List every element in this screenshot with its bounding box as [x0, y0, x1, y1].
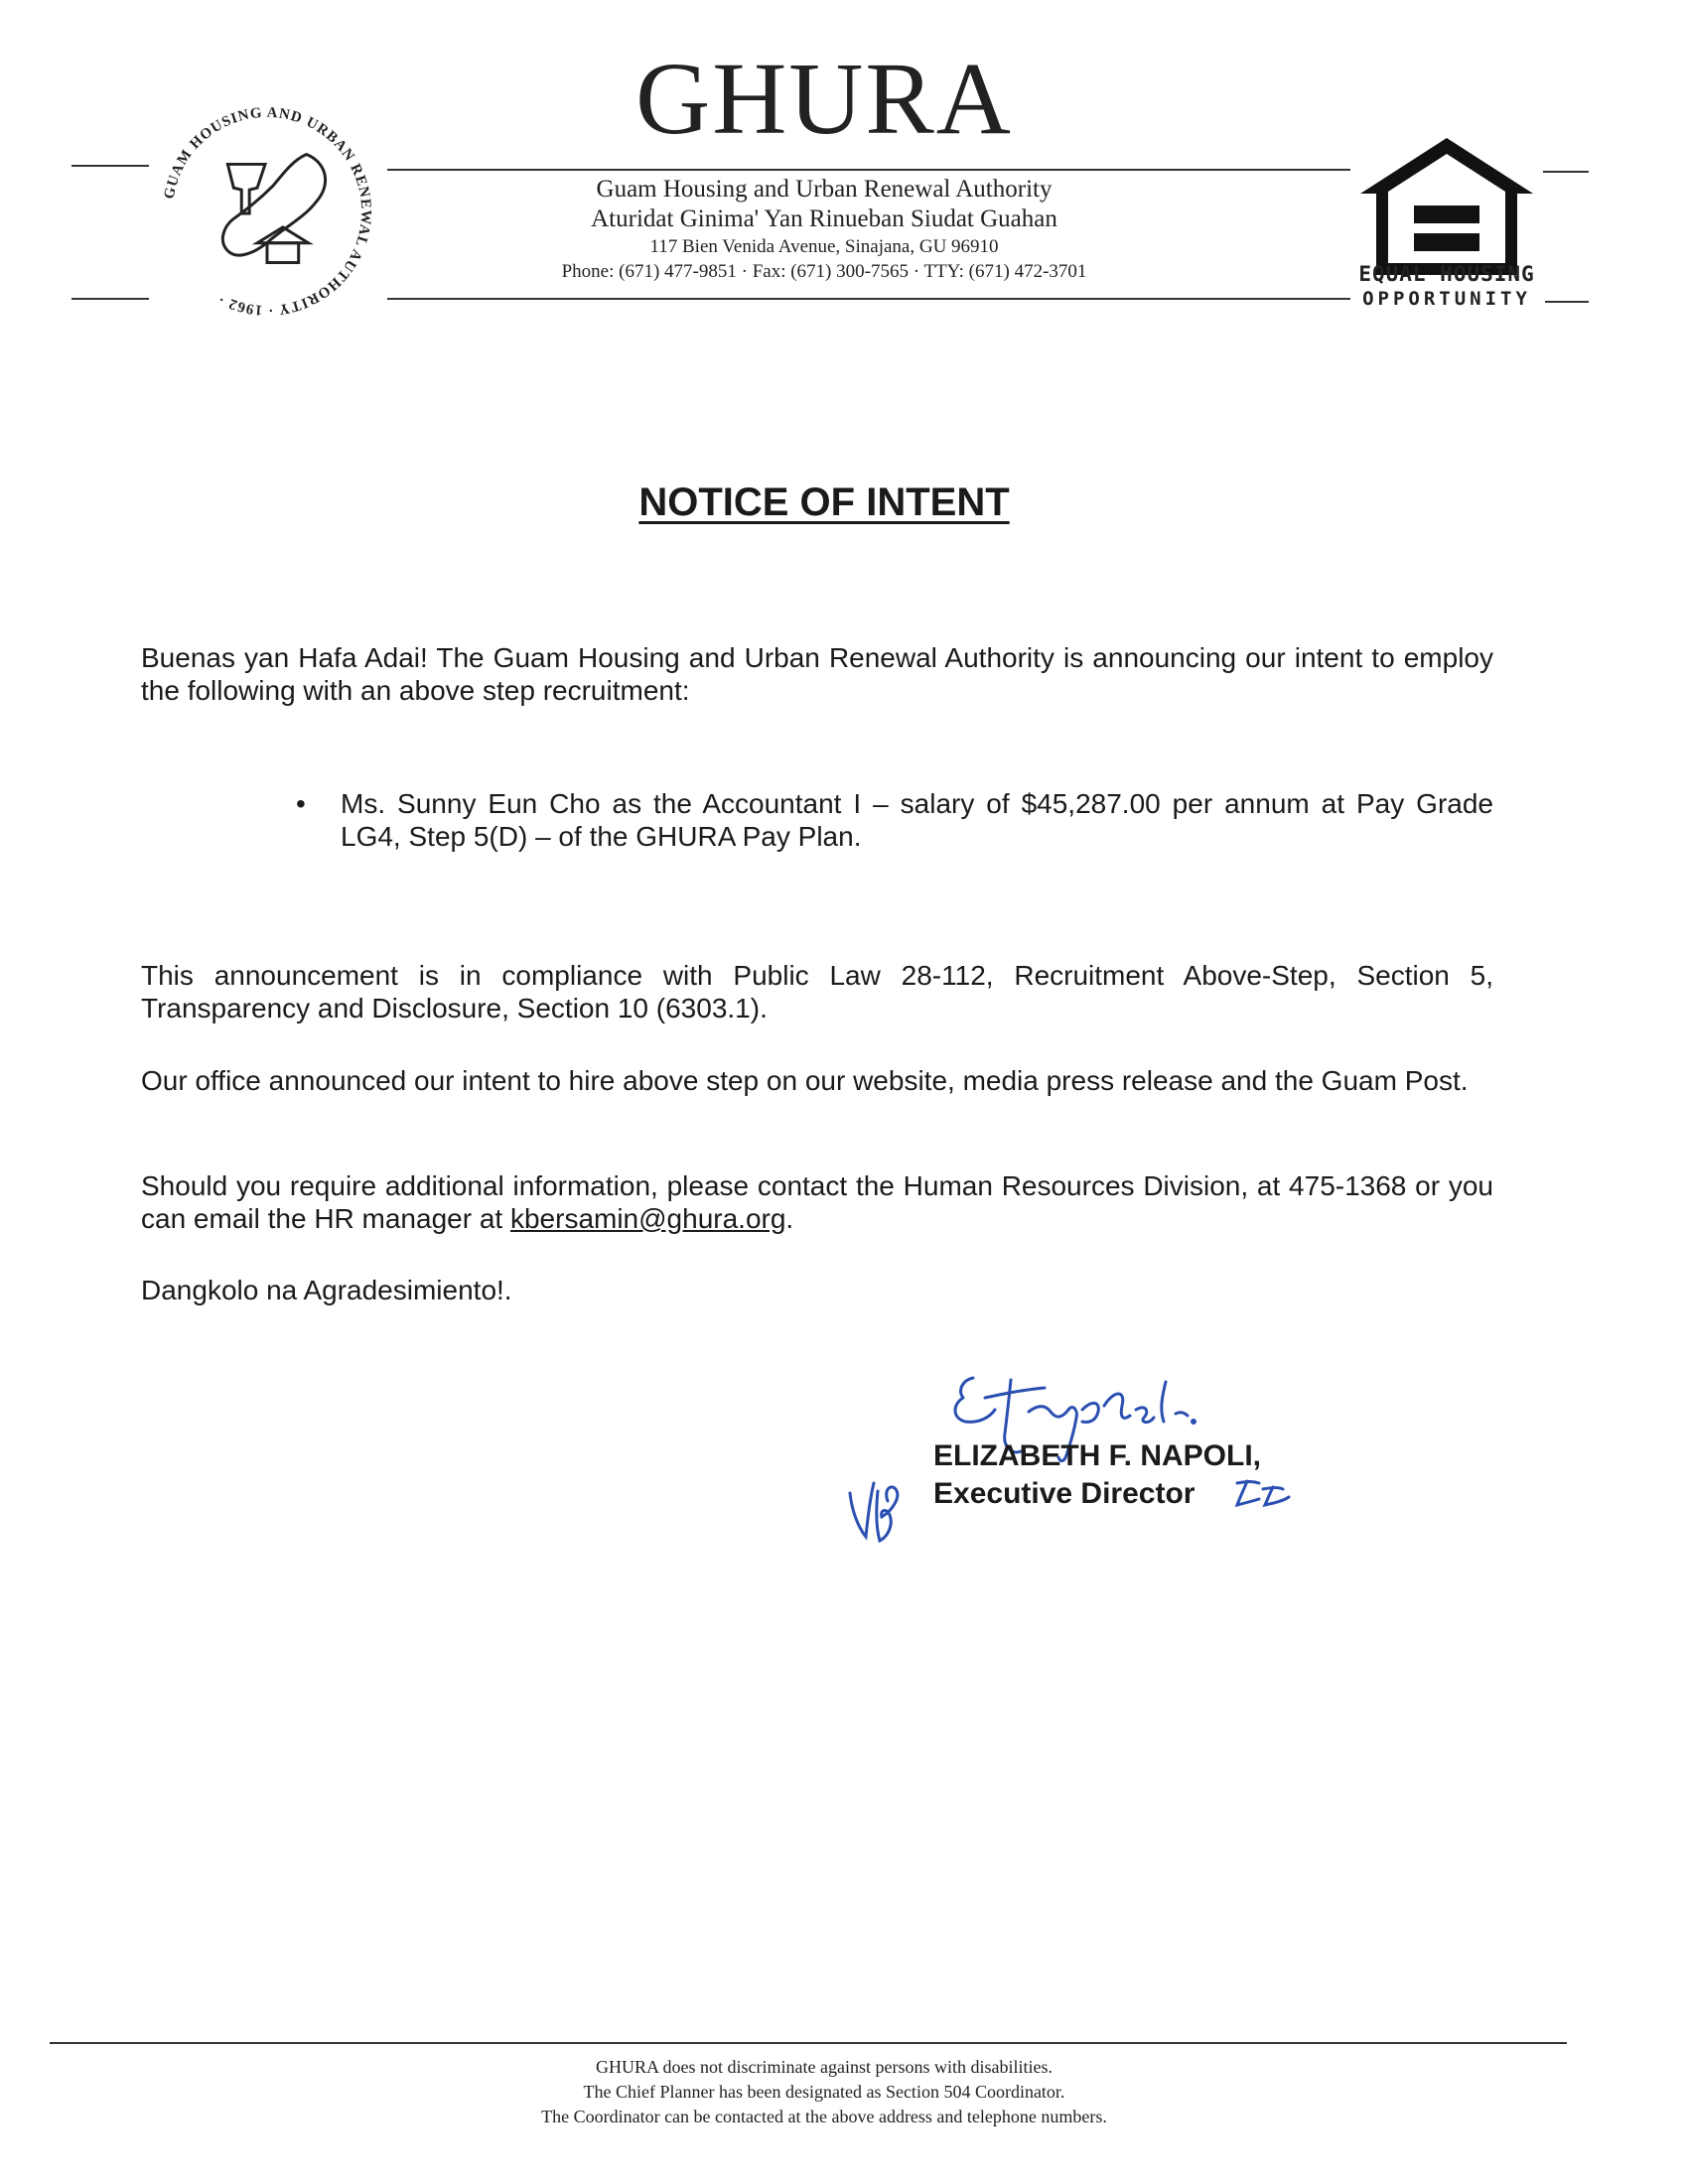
initials-mark-right: [1229, 1475, 1299, 1511]
footer-line-1: GHURA does not discriminate against persons with disabilities.: [596, 2057, 1053, 2077]
equal-housing-text: [1333, 260, 1561, 310]
signatory: [933, 1437, 1261, 1513]
letterhead-rule-bottom: [387, 298, 1350, 300]
footer: [0, 2055, 1648, 2129]
footer-line-2: The Chief Planner has been designated as Section 504 Coordinator.: [583, 2082, 1065, 2102]
brand-wordmark: GHURA: [635, 42, 1013, 156]
footer-line-3: The Coordinator can be contacted at the above address and telephone numbers.: [541, 2107, 1107, 2126]
hr-email-link[interactable]: kbersamin@ghura.org: [509, 1203, 786, 1234]
contact-text-end: .: [785, 1203, 794, 1234]
letterhead-rule-left-top: [71, 165, 149, 167]
letterhead-rule-top: [387, 169, 1350, 171]
footer-divider: [50, 2042, 1567, 2044]
list-item: [296, 787, 1493, 853]
org-address: 117 Bien Venida Avenue, Sinajana, GU 96910: [649, 236, 999, 257]
equal-housing-line1: EQUAL HOUSING: [1358, 262, 1535, 286]
signatory-name: ELIZABETH F. NAPOLI,: [933, 1439, 1261, 1472]
compliance-paragraph: This announcement is in compliance with Public Law 28-112, Recruitment Above-Step, Section 5, Transparency and Disclosure, Section 10 (6303.1).: [141, 960, 1493, 1024]
equal-housing-line2: OPPORTUNITY: [1362, 288, 1531, 310]
bullet-icon: •: [296, 788, 306, 819]
initials-mark: [844, 1471, 914, 1551]
org-name-local: Aturidat Ginima' Yan Rinueban Siudat Guahan: [591, 205, 1057, 232]
intro-paragraph: Buenas yan Hafa Adai! The Guam Housing and Urban Renewal Authority is announcing our intent to employ the following with an above step recruitment:: [141, 642, 1493, 706]
org-name: Guam Housing and Urban Renewal Authority: [596, 176, 1053, 203]
svg-text:GUAM HOUSING AND URBAN RENEWAL: GUAM HOUSING AND URBAN RENEWAL AUTHORITY · 1962 ·: [161, 104, 374, 319]
closing-line: Dangkolo na Agradesimiento!.: [141, 1275, 512, 1305]
page-title: NOTICE OF INTENT: [638, 480, 1010, 524]
ghura-seal-logo: [159, 103, 375, 320]
letterhead-rule-right-top: [1543, 171, 1589, 173]
org-info: [487, 175, 1162, 284]
announcement-paragraph: Our office announced our intent to hire above step on our website, media press release and the Guam Post.: [141, 1065, 1469, 1096]
contact-paragraph: [141, 1169, 1493, 1235]
signatory-title: Executive Director: [933, 1477, 1196, 1510]
letterhead-rule-left-bottom: [71, 298, 149, 300]
contact-text: Should you require additional information, please contact the Human Resources Division, at 475-1368 or you can email the HR manager at: [141, 1170, 1493, 1234]
org-contact: Phone: (671) 477-9851 · Fax: (671) 300-7565 · TTY: (671) 472-3701: [561, 261, 1087, 282]
hire-details: Ms. Sunny Eun Cho as the Accountant I – salary of $45,287.00 per annum at Pay Grade LG4, Step 5(D) – of the GHURA Pay Plan.: [341, 788, 1493, 852]
